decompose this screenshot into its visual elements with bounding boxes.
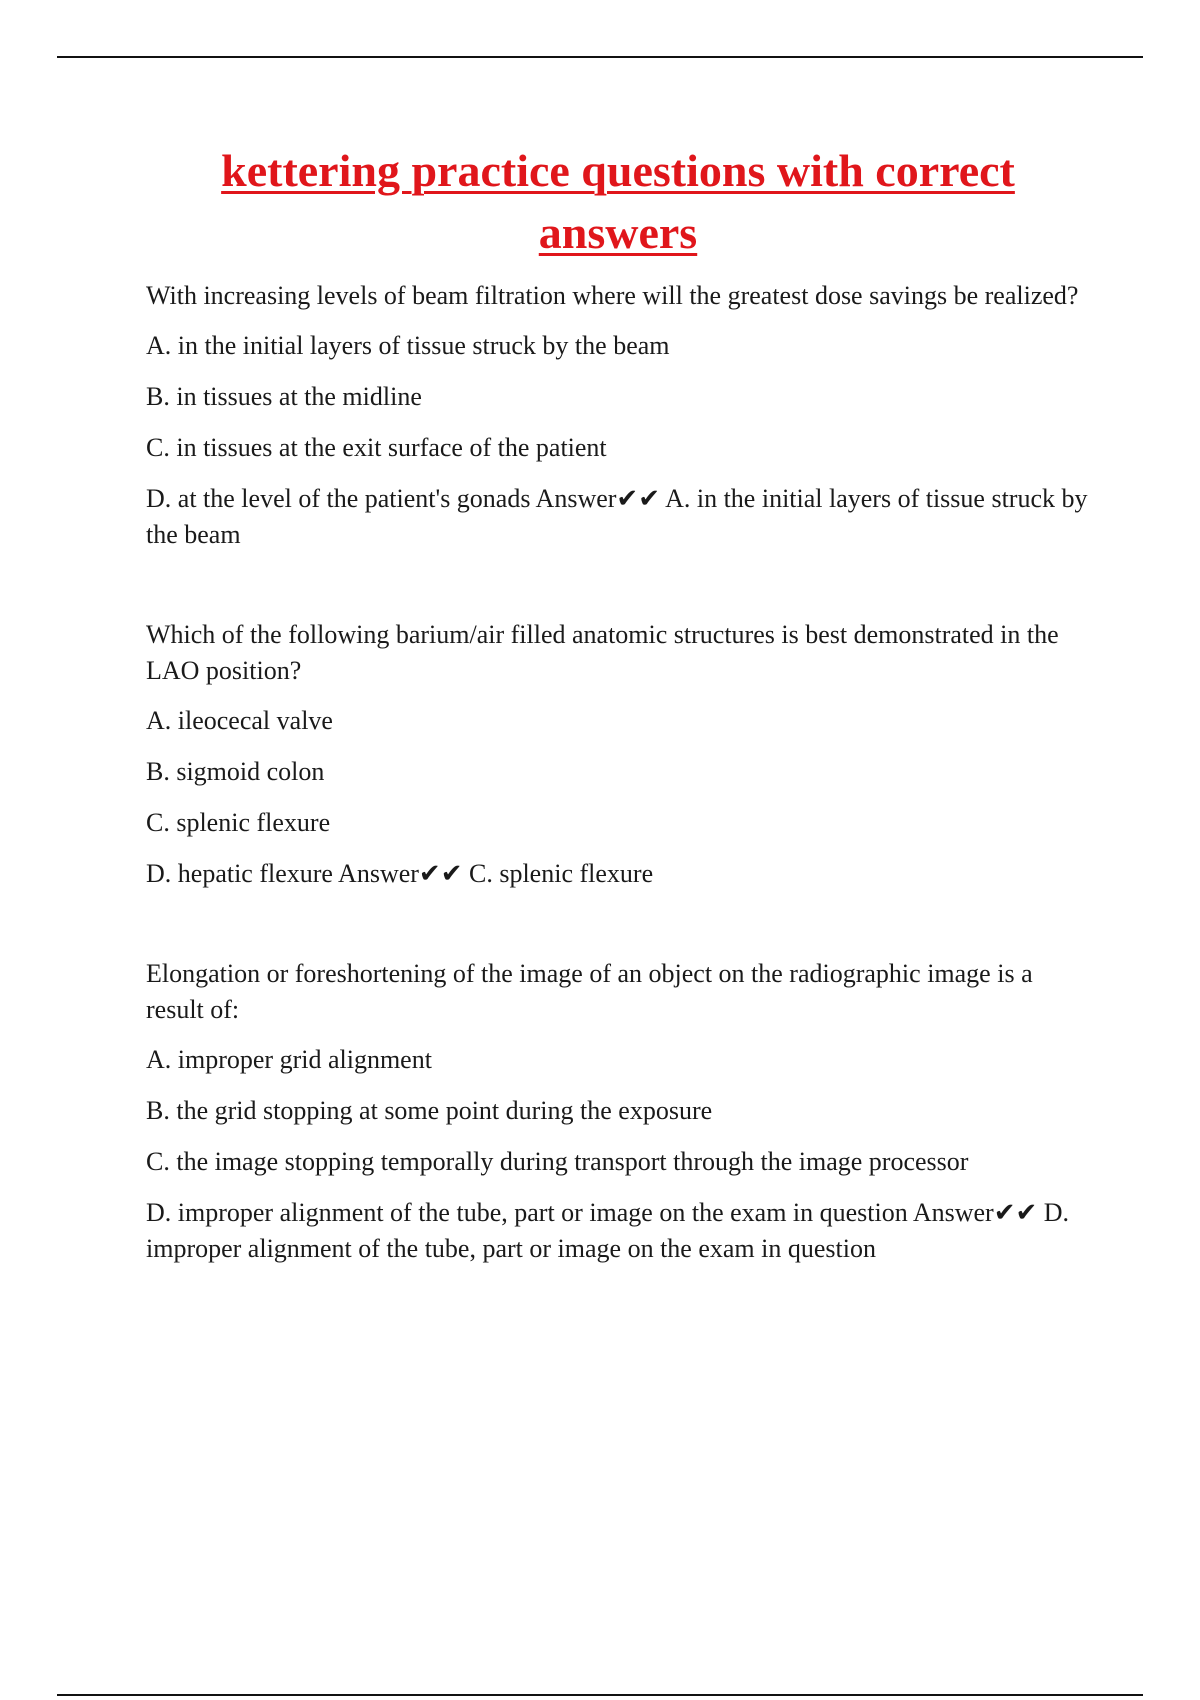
question-2-text: Which of the following barium/air filled anatomic structures is best demonstrated in the LAO position? <box>146 620 1059 685</box>
question-3-option-a: A. improper grid alignment <box>146 1045 432 1074</box>
question-1-option-a: A. in the initial layers of tissue struck by the beam <box>146 331 670 360</box>
question-2-option-d: D. hepatic flexure <box>146 859 333 888</box>
question-3-text: Elongation or foreshortening of the image of an object on the radiographic image is a result of: <box>146 959 1033 1024</box>
question-3-option-d: D. improper alignment of the tube, part or image on the exam in question <box>146 1198 908 1227</box>
question-2-option-a: A. ileocecal valve <box>146 706 333 735</box>
question-3-option-b: B. the grid stopping at some point during the exposure <box>146 1096 713 1125</box>
question-2-option-c: C. splenic flexure <box>146 808 331 837</box>
question-1-option-d: D. at the level of the patient's gonads <box>146 484 531 513</box>
question-1-answer: A. in the initial layers of tissue struck by the beam <box>146 484 1088 549</box>
question-1-option-c: C. in tissues at the exit surface of the patient <box>146 433 607 462</box>
question-2-option-b: B. sigmoid colon <box>146 757 325 786</box>
question-3-answer: D. improper alignment of the tube, part or image on the exam in question <box>146 1198 1070 1263</box>
question-2 <box>146 617 1096 892</box>
question-2-answer: C. splenic flexure <box>469 859 654 888</box>
question-3 <box>146 956 1096 1267</box>
bottom-rule <box>57 1694 1143 1696</box>
question-list <box>146 278 1096 1331</box>
answer-label: Answer✔✔ <box>912 1198 1038 1227</box>
question-1-option-b: B. in tissues at the midline <box>146 382 422 411</box>
answer-label: Answer✔✔ <box>535 484 660 513</box>
question-3-option-d-with-answer <box>146 1195 1096 1267</box>
document-title: kettering practice questions with correct answers <box>221 145 1015 258</box>
question-1-option-d-with-answer <box>146 481 1096 553</box>
question-3-option-c: C. the image stopping temporally during transport through the image processor <box>146 1147 969 1176</box>
question-2-option-d-with-answer <box>146 856 1096 892</box>
answer-label: Answer✔✔ <box>338 859 463 888</box>
question-1 <box>146 278 1096 553</box>
top-rule <box>57 56 1143 58</box>
question-1-text: With increasing levels of beam filtration where will the greatest dose savings be realized? <box>146 281 1079 310</box>
